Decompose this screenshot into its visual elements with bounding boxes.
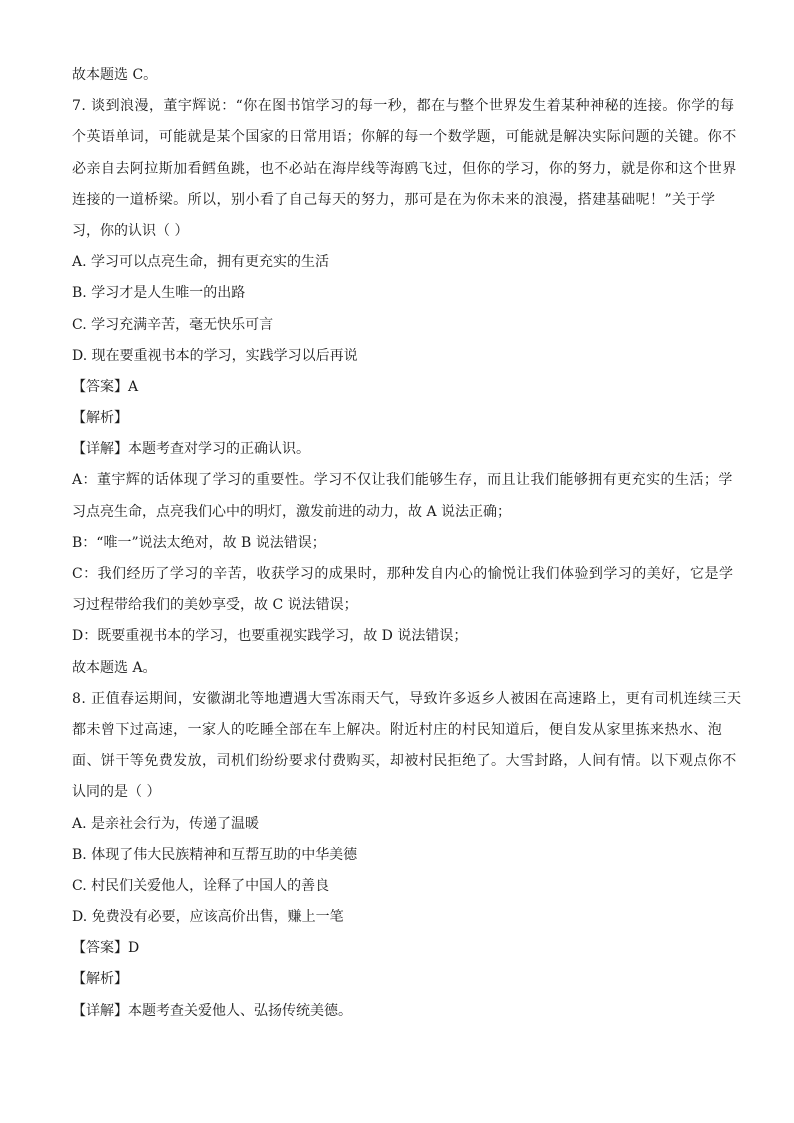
question-7-stem-line-2: 个英语单词，可能就是某个国家的日常用语；你解的每一个数学题，可能就是解决实际问题的关键。你不 <box>72 129 737 146</box>
question-8-analysis-heading: 【解析】 <box>72 971 128 988</box>
question-7-detail-c-line-1: C：我们经历了学习的辛苦，收获学习的成果时，那种发自内心的愉悦让我们体验到学习的美好，它是学 <box>72 566 734 582</box>
question-7-detail-a-line-2: 习点亮生命，点亮我们心中的明灯，激发前进的动力，故 A 说法正确； <box>72 503 512 520</box>
question-8-option-a: A. 是亲社会行为，传递了温暖 <box>72 815 260 832</box>
question-7-analysis-heading: 【解析】 <box>72 410 128 427</box>
question-7-detail-d: D：既要重视书本的学习，也要重视实践学习，故 D 说法错误； <box>72 628 468 645</box>
question-8-answer: 【答案】D <box>72 940 140 957</box>
question-7-conclusion: 故本题选 A。 <box>72 659 157 676</box>
question-7-stem-line-3: 必亲自去阿拉斯加看鳕鱼跳，也不必站在海岸线等海鸥飞过，但你的学习，你的努力，就是你和这个世界 <box>72 160 737 177</box>
question-7-detail-c-line-2: 习过程带给我们的美妙享受，故 C 说法错误； <box>72 597 358 614</box>
question-8-stem-line-3: 面、饼干等免费发放，司机们纷纷要求付费购买，却被村民拒绝了。大雪封路，人间有情。以下观点你不 <box>72 753 737 770</box>
document-page <box>72 60 742 1027</box>
question-7-detail-b: B：“唯一”说法太绝对，故 B 说法错误； <box>72 534 326 551</box>
question-7-option-a: A. 学习可以点亮生命，拥有更充实的生活 <box>72 254 330 271</box>
question-7-stem-line-5: 习，你的认识（ ） <box>72 222 189 239</box>
answer-conclusion-6: 故本题选 C。 <box>72 67 158 83</box>
question-8-stem-line-4: 认同的是（ ） <box>72 784 161 801</box>
question-7-detail-intro: 【详解】本题考查对学习的正确认识。 <box>72 441 310 458</box>
question-7-answer: 【答案】A <box>72 378 139 395</box>
question-7-option-d: D. 现在要重视书本的学习，实践学习以后再说 <box>72 347 358 364</box>
question-7-detail-a-line-1: A：董宇辉的话体现了学习的重要性。学习不仅让我们能够生存，而且让我们能够拥有更充实的生活；学 <box>72 472 733 489</box>
question-8-detail-intro: 【详解】本题考查关爱他人、弘扬传统美德。 <box>72 1002 352 1019</box>
question-7-stem-line-1: 7. 谈到浪漫，董宇辉说：“你在图书馆学习的每一秒，都在与整个世界发生着某种神秘的连接。你学的每 <box>72 98 735 115</box>
question-7-option-b: B. 学习才是人生唯一的出路 <box>72 285 246 302</box>
question-7-stem-line-4: 连接的一道桥梁。所以，别小看了自己每天的努力，那可是在为你未来的浪漫，搭建基础呢！”关于学 <box>72 191 716 208</box>
question-7-option-c: C. 学习充满辛苦，毫无快乐可言 <box>72 316 274 333</box>
question-8-option-c: C. 村民们关爱他人，诠释了中国人的善良 <box>72 877 330 894</box>
question-8-stem-line-2: 都未曾下过高速，一家人的吃睡全部在车上解决。附近村庄的村民知道后，便自发从家里拣来热水、泡 <box>72 721 723 738</box>
question-8-option-d: D. 免费没有必要，应该高价出售，赚上一笔 <box>72 909 344 926</box>
question-8-option-b: B. 体现了伟大民族精神和互帮互助的中华美德 <box>72 846 358 863</box>
question-8-stem-line-1: 8. 正值春运期间，安徽湖北等地遭遇大雪冻雨天气，导致许多返乡人被困在高速路上，更有司机连续三天 <box>72 690 742 707</box>
